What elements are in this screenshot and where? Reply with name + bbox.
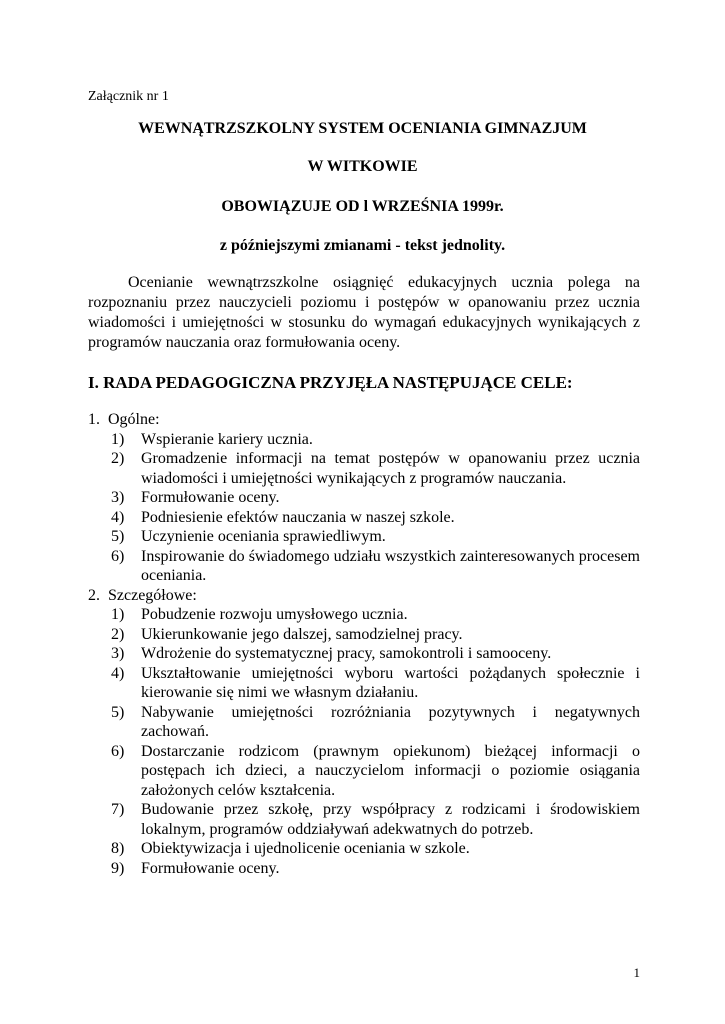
- item-text: Ukształtowanie umiejętności wyboru wartości pożądanych społecznie i kierowanie się nimi we własnym działaniu.: [141, 664, 640, 701]
- group-label: [88, 586, 640, 606]
- list-item: [88, 430, 640, 450]
- group-label: [88, 410, 640, 430]
- item-number: 2): [111, 625, 125, 643]
- item-number: 6): [111, 742, 125, 760]
- list-item: [88, 703, 640, 742]
- item-number: 3): [111, 645, 125, 662]
- item-number: 2): [111, 450, 125, 467]
- item-number: 1): [111, 606, 125, 623]
- goals-list: [88, 410, 640, 878]
- section-heading: I. RADA PEDAGOGICZNA PRZYJĘŁA NASTĘPUJĄCE CELE:: [88, 373, 573, 392]
- list-item: [88, 449, 640, 488]
- item-text: Obiektywizacja i ujednolicenie oceniania w szkole.: [141, 840, 470, 857]
- list-item: [88, 605, 640, 625]
- list-item: [88, 800, 640, 839]
- item-text: Wspieranie kariery ucznia.: [141, 430, 313, 448]
- group-label-text: Szczegółowe:: [108, 586, 197, 604]
- title-line-4: z późniejszymi zmianami - tekst jednolity.: [219, 237, 506, 254]
- goals-group-detailed: [88, 586, 640, 879]
- item-text: Ukierunkowanie jego dalszej, samodzielnej pracy.: [141, 625, 463, 643]
- list-item: [88, 839, 640, 859]
- item-text: Pobudzenie rozwoju umysłowego ucznia.: [141, 606, 408, 623]
- item-text: Budowanie przez szkołę, przy współpracy z rodzicami i środowiskiem lokalnym, programów oddziaływań adekwatnych do potrzeb.: [141, 801, 640, 838]
- item-text: Nabywanie umiejętności rozróżniania pozytywnych i negatywnych zachowań.: [141, 703, 640, 740]
- item-text: Inspirowanie do świadomego udziału wszystkich zainteresowanych procesem oceniania.: [141, 547, 640, 584]
- item-text: Wdrożenie do systematycznej pracy, samokontroli i samooceny.: [141, 645, 552, 662]
- list-item: [88, 488, 640, 508]
- list-item: [88, 664, 640, 703]
- item-text: Podniesienie efektów nauczania w naszej szkole.: [141, 508, 455, 526]
- list-item: [88, 859, 640, 879]
- item-number: 7): [111, 801, 125, 818]
- item-number: 9): [111, 859, 125, 877]
- list-item: [88, 547, 640, 586]
- item-text: Uczynienie oceniania sprawiedliwym.: [141, 528, 386, 545]
- item-number: 3): [111, 489, 125, 506]
- title-line-3: OBOWIĄZUJE OD l WRZEŚNIA 1999r.: [221, 198, 504, 215]
- list-item: [88, 742, 640, 801]
- list-item: [88, 644, 640, 664]
- item-number: 8): [111, 840, 125, 857]
- item-number: 4): [111, 664, 125, 682]
- annex-label: Załącznik nr 1: [88, 89, 169, 104]
- item-text: Formułowanie oceny.: [141, 859, 280, 877]
- group-number: 1.: [88, 411, 100, 428]
- intro-paragraph: Ocenianie wewnątrzszkolne osiągnięć edukacyjnych ucznia polega na rozpoznaniu przez nauczycieli poziomu i postępów w opanowaniu przez ucznia wiadomości i umiejętności w stosunku do wymagań edukacyjnych wynikających z programów nauczania oraz formułowania oceny.: [88, 274, 640, 351]
- title-line-2: W WITKOWIE: [307, 158, 418, 175]
- goals-group-general: [88, 410, 640, 586]
- item-number: 6): [111, 547, 125, 565]
- item-number: 4): [111, 508, 125, 526]
- group-label-text: Ogólne:: [108, 411, 160, 428]
- item-number: 5): [111, 703, 125, 721]
- title-line-1: WEWNĄTRZSZKOLNY SYSTEM OCENIANIA GIMNAZJUM: [138, 120, 587, 137]
- item-number: 5): [111, 528, 125, 545]
- list-item: [88, 508, 640, 528]
- item-text: Dostarczanie rodzicom (prawnym opiekunom) bieżącej informacji o postępach ich dzieci, a nauczycielom informacji o poziomie osiągania założonych celów kształcenia.: [141, 742, 640, 799]
- page-number: 1: [633, 965, 640, 980]
- item-text: Gromadzenie informacji na temat postępów w opanowaniu przez ucznia wiadomości i umiejętności wynikających z programów nauczania.: [141, 450, 640, 487]
- list-item: [88, 625, 640, 645]
- item-text: Formułowanie oceny.: [141, 489, 280, 506]
- list-item: [88, 527, 640, 547]
- item-number: 1): [111, 430, 125, 448]
- group-number: 2.: [88, 586, 100, 604]
